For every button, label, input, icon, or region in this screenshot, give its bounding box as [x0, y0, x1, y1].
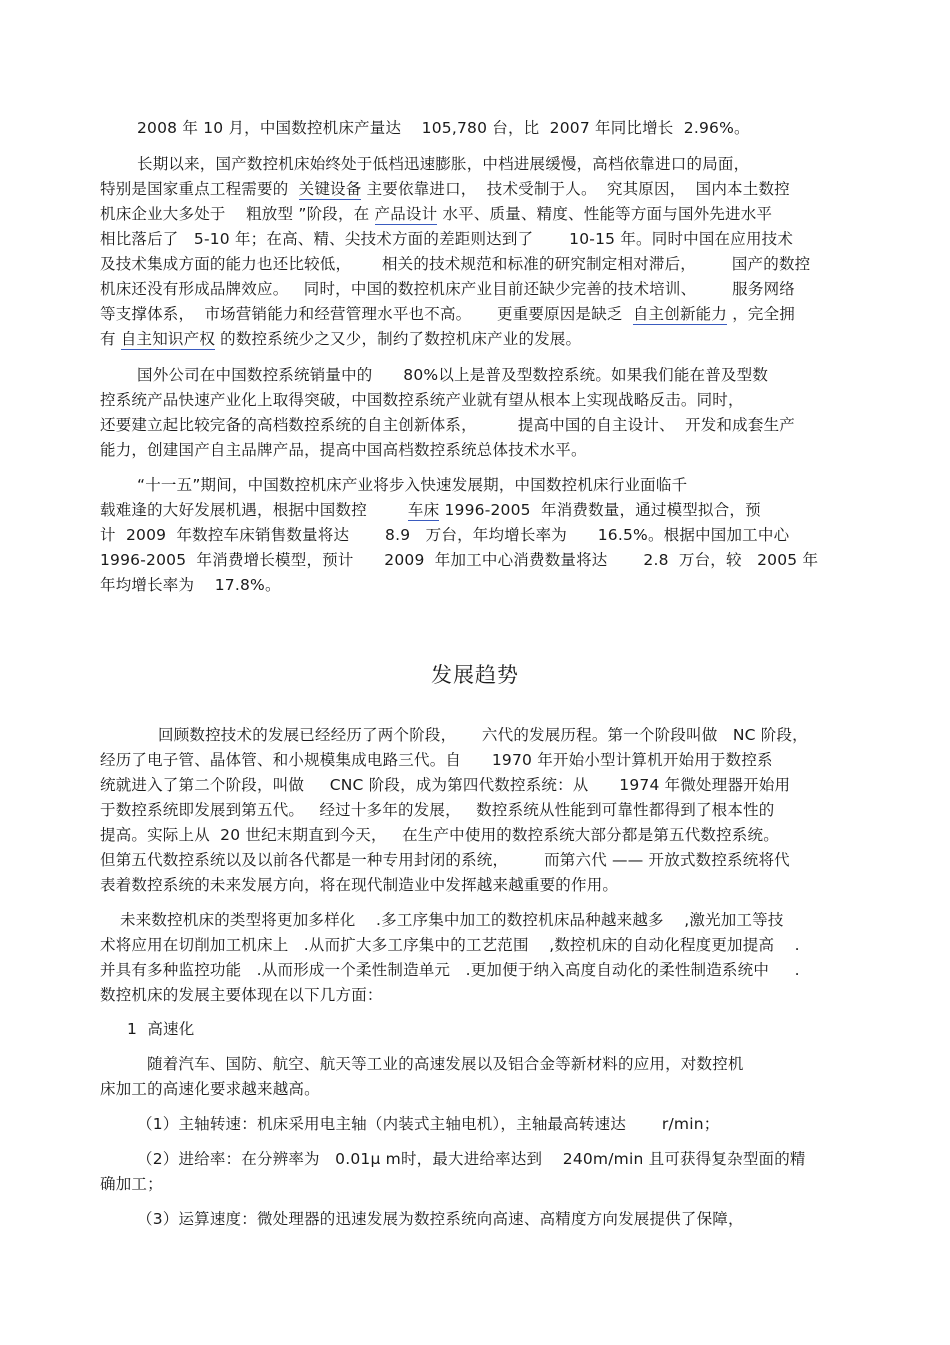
- text-line: [100, 203, 772, 225]
- text-line: （2）进给率：在分辨率为 0.01μ m时，最大进给率达到 240m/min 且可获得复杂型面的精: [137, 1150, 806, 1168]
- text-run: 有: [100, 330, 121, 348]
- paragraph-production-line: 2008 年 10 月，中国数控机床产量达 105,780 台，比 2007 年同比增长 2.96%。: [137, 119, 750, 137]
- text-line: 未来数控机床的类型将更加多样化 .多工序集中加工的数控机床品种越来越多 ,激光加工等技: [120, 911, 784, 929]
- text-line: 能力，创建国产自主品牌产品，提高中国高档数控系统总体技术水平。: [100, 441, 587, 459]
- text-line: 随着汽车、国防、航空、航天等工业的高速发展以及铝合金等新材料的应用，对数控机: [147, 1055, 744, 1073]
- text-run: 等支撑体系， 市场营销能力和经营管理水平也不高。 更重要原因是缺乏: [100, 305, 633, 323]
- text-line: 床加工的高速化要求越来越高。: [100, 1080, 320, 1098]
- text-line: 并具有多种监控功能 .从而形成一个柔性制造单元 .更加便于纳入高度自动化的柔性制造系统中 .: [100, 961, 800, 979]
- text-line: 经历了电子管、晶体管、和小规模集成电路三代。自 1970 年开始小型计算机开始用于数控系: [100, 751, 773, 769]
- text-line: 数控机床的发展主要体现在以下几方面：: [100, 986, 383, 1004]
- text-line: 计 2009 年数控车床销售数量将达 8.9 万台，年均增长率为 16.5%。根据中国加工中心: [100, 526, 790, 544]
- link-product-design[interactable]: 产品设计: [374, 205, 438, 223]
- text-line: 提高。实际上从 20 世纪末期直到今天， 在生产中使用的数控系统大部分都是第五代数控系统。: [100, 826, 779, 844]
- text-line: 年均增长率为 17.8%。: [100, 576, 281, 594]
- text-line: 1996-2005 年消费增长模型，预计 2009 年加工中心消费数量将达 2.8 万台，较 2005 年: [100, 551, 819, 569]
- text-line: [100, 178, 790, 200]
- text-line: [100, 303, 795, 325]
- text-line: 还要建立起比较完备的高档数控系统的自主创新体系， 提高中国的自主设计、 开发和成套生产: [100, 416, 795, 434]
- text-run: 水平、质量、精度、性能等方面与国外先进水平: [437, 205, 773, 223]
- text-line: 统就进入了第二个阶段，叫做 CNC 阶段，成为第四代数控系统：从 1974 年微处理器开始用: [100, 776, 791, 794]
- text-line: “十一五”期间，中国数控机床产业将步入快速发展期，中国数控机床行业面临千: [137, 476, 688, 494]
- link-key-equipment[interactable]: 关键设备: [298, 180, 362, 198]
- item-heading-high-speed: 1 高速化: [127, 1020, 195, 1038]
- text-run: 机床企业大多处于 粗放型 ”阶段，在: [100, 205, 375, 223]
- link-lathe[interactable]: 车床: [407, 501, 440, 519]
- text-run: 主要依靠进口， 技术受制于人。 究其原因， 国内本土数控: [361, 180, 790, 198]
- text-line: 长期以来，国产数控机床始终处于低档迅速膨胀，中档进展缓慢，高档依靠进口的局面，: [137, 155, 750, 173]
- text-run: 1996-2005 年消费数量，通过模型拟合，预: [439, 501, 761, 519]
- text-run: 载难逢的大好发展机遇，根据中国数控: [100, 501, 408, 519]
- link-independent-innovation[interactable]: 自主创新能力: [632, 305, 728, 323]
- text-line: 表着数控系统的未来发展方向，将在现代制造业中发挥越来越重要的作用。: [100, 876, 619, 894]
- text-line: [100, 499, 761, 521]
- text-line: 于数控系统即发展到第五代。 经过十多年的发展， 数控系统从性能到可靠性都得到了根本性的: [100, 801, 775, 819]
- text-line: 机床还没有形成品牌效应。 同时，中国的数控机床产业目前还缺少完善的技术培训、 服务网络: [100, 280, 795, 298]
- link-intellectual-property[interactable]: 自主知识产权: [120, 330, 216, 348]
- text-run: ，完全拥: [727, 305, 795, 323]
- text-run: 特别是国家重点工程需要的: [100, 180, 299, 198]
- sub-item-computing-speed: （3）运算速度：微处理器的迅速发展为数控系统向高速、高精度方向发展提供了保障，: [137, 1210, 744, 1228]
- sub-item-spindle-speed: （1）主轴转速：机床采用电主轴（内装式主轴电机），主轴最高转速达 r/min；: [137, 1115, 720, 1133]
- text-run: 的数控系统少之又少，制约了数控机床产业的发展。: [215, 330, 582, 348]
- section-title: 发展趋势: [431, 663, 519, 687]
- text-line: [100, 328, 581, 350]
- text-line: 国外公司在中国数控系统销量中的 80%以上是普及型数控系统。如果我们能在普及型数: [137, 366, 769, 384]
- text-line: 确加工；: [100, 1175, 163, 1193]
- text-line: 控系统产品快速产业化上取得突破，中国数控系统产业就有望从根本上实现战略反击。同时，: [100, 391, 744, 409]
- text-line: 及技术集成方面的能力也还比较低， 相关的技术规范和标准的研究制定相对滞后， 国产的数控: [100, 255, 811, 273]
- text-line: 回顾数控技术的发展已经经历了两个阶段， 六代的发展历程。第一个阶段叫做 NC 阶段，: [158, 726, 808, 744]
- text-line: 术将应用在切削加工机床上 .从而扩大多工序集中的工艺范围 ,数控机床的自动化程度更加提高 .: [100, 936, 800, 954]
- text-line: 但第五代数控系统以及以前各代都是一种专用封闭的系统， 而第六代 —— 开放式数控系统将代: [100, 851, 790, 869]
- text-line: 相比落后了 5-10 年；在高、精、尖技术方面的差距则达到了 10-15 年。同时中国在应用技术: [100, 230, 794, 248]
